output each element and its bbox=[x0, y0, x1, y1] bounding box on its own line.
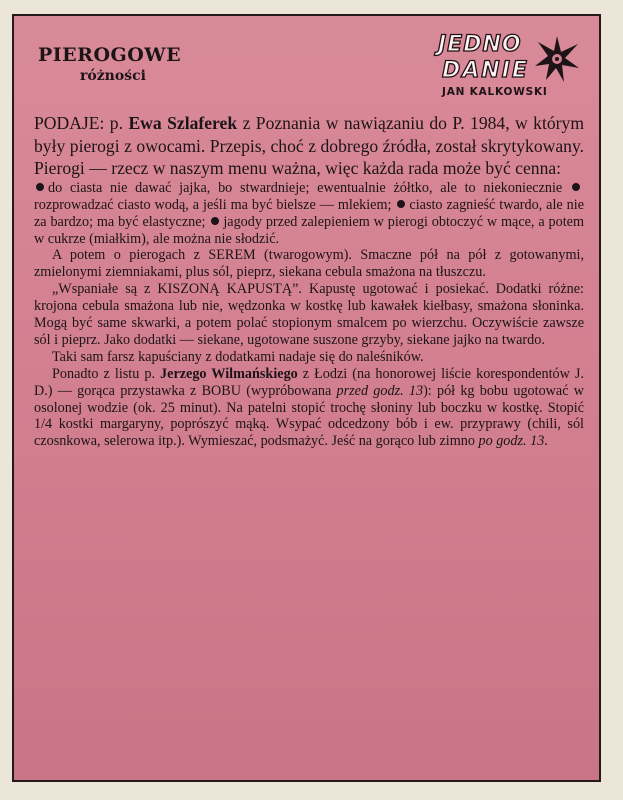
tips-paragraph bbox=[34, 180, 584, 248]
text-run-italic: po godz. 13 bbox=[478, 433, 545, 450]
paragraph-kapusta bbox=[34, 281, 584, 349]
column-logo bbox=[436, 32, 586, 104]
bullet-icon bbox=[36, 183, 44, 191]
logo-author: JAN KALKOWSKI bbox=[442, 86, 548, 98]
article-body bbox=[34, 112, 584, 450]
tip-item: rozprowadzać ciasto wodą, a jeśli ma być bielsze — mlekiem; bbox=[34, 196, 392, 213]
text-run: ): pół kg bobu ugotować w osolonej wodzie (ok. 25 minut). Na patelni stopić trochę słoniny lub boczku w kostkę. Stopić 1/4 kostki margaryny, poprószyć mąką. Wsypać odcedzony bób i ew. przyprawy (chili, sól czosnkowa, selerowa itp.). Wymieszać, podsmażyć. Jeść na gorąco lub zimno bbox=[34, 382, 584, 450]
text-run: ”. Kapustę ugotować i posiekać. Dodatki różne: krojona cebula smażona lub nie, wędzonka w kostkę lub kawałek kiełbasy, smażona słoninka. Mogą być same skwarki, a potem polać stopionym smalcem po wierzchu. Oczywiście zawsze sól i pieprz. Jako dodatki — siekane, ugotowane suszone grzyby, siekane jajko na twardo. bbox=[34, 281, 584, 348]
text-run: „Wspaniałe są z bbox=[52, 281, 158, 298]
text-run-caps: KISZONĄ KAPUSTĄ bbox=[157, 281, 293, 298]
text-run-caps: SEREM bbox=[208, 247, 256, 264]
lead-text-start: PODAJE: p. bbox=[34, 113, 129, 133]
bullet-icon bbox=[211, 217, 219, 225]
paragraph-bob bbox=[34, 366, 584, 451]
tip-item: do ciasta nie dawać jajka, bo stwardnieje; ewentualnie żółtko, ale to niekoniecznie bbox=[48, 179, 563, 196]
logo-word-danie: DANIE bbox=[442, 58, 529, 83]
flower-star-icon bbox=[534, 34, 580, 84]
tip-item: ciasto zagnieść twardo, ale nie za bardzo; ma być elastyczne; bbox=[34, 196, 584, 230]
text-run: (wypróbowana bbox=[240, 382, 337, 399]
bullet-icon bbox=[572, 183, 580, 191]
kicker-subtitle: różności bbox=[80, 68, 146, 84]
text-run: z Łodzi (na honorowej liście korespondentów J. D.) — gorąca przystawka z bbox=[34, 365, 584, 399]
text-run: A potem o pierogach z bbox=[52, 247, 209, 264]
text-run-italic: przed godz. 13 bbox=[336, 382, 424, 399]
paragraph-ser bbox=[34, 247, 584, 281]
text-run: . bbox=[544, 433, 548, 450]
kicker-title: PIEROGOWE bbox=[38, 44, 182, 66]
newspaper-clipping bbox=[12, 14, 601, 782]
bullet-icon bbox=[397, 200, 405, 208]
logo-word-jedno: JEDNO bbox=[438, 32, 522, 57]
correspondent-name: Jerzego Wilmańskiego bbox=[160, 365, 298, 382]
lead-paragraph bbox=[34, 112, 584, 180]
lead-text-rest: z Poznania w nawiązaniu do P. 1984, w którym były pierogi z owocami. Przepis, choć z dobrego źródła, został skrytykowany. Pierogi — rzecz w naszym menu ważna, więc każda rada może być cenna: bbox=[34, 113, 585, 179]
paragraph-nalesniki: Taki sam farsz kapuściany z dodatkami nadaje się do naleśników. bbox=[52, 348, 424, 365]
column-header bbox=[38, 44, 181, 84]
tip-item: jagody przed zalepieniem w pierogi obtoczyć w mące, a potem w cukrze (miałkim), ale można nie słodzić. bbox=[34, 213, 584, 247]
text-run: (twarogowym). Smaczne pół na pół z gotowanymi, zmielonymi ziemniakami, plus sól, pieprz, siekana cebula smażona na tłuszczu. bbox=[34, 247, 584, 281]
text-run: Ponadto z listu p. bbox=[52, 365, 161, 382]
text-run-caps: BOBU bbox=[201, 382, 241, 399]
author-name: Ewa Szlaferek bbox=[128, 113, 238, 133]
